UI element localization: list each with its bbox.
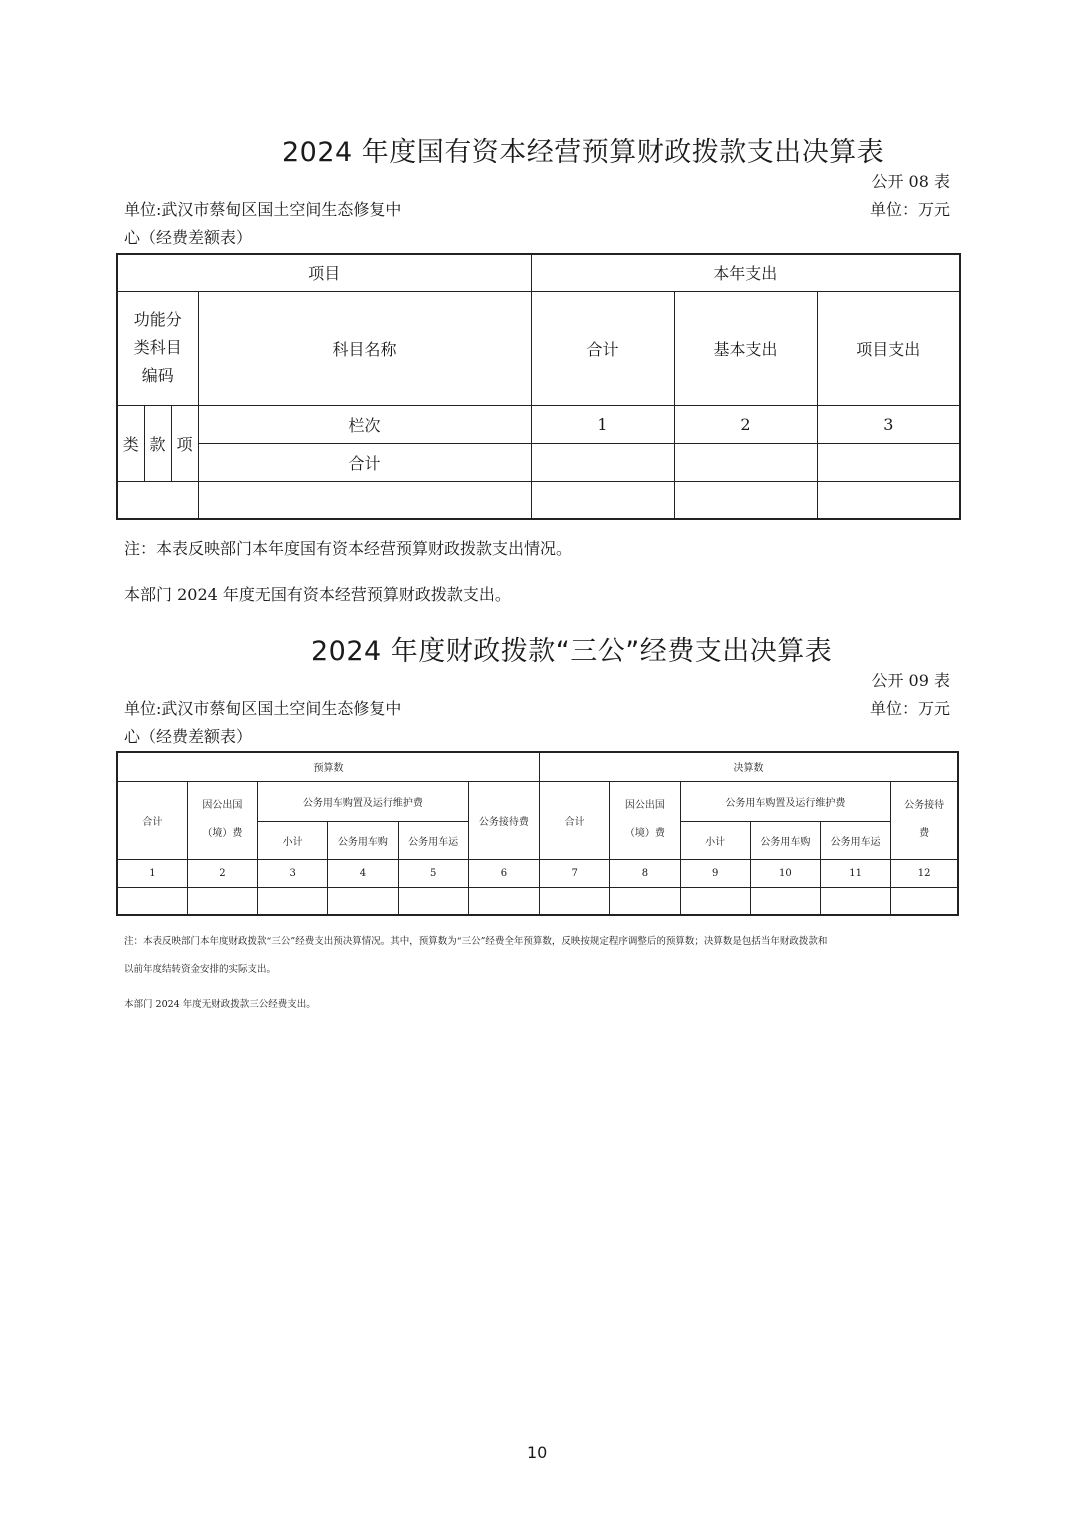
total-row-cell bbox=[531, 443, 674, 481]
col-project-header: 项目支出 bbox=[817, 291, 960, 405]
subject-name-header: 科目名称 bbox=[198, 291, 531, 405]
empty-cell bbox=[328, 887, 398, 915]
table08-title: 2024 年度国有资本经营预算财政拨款支出决算表 bbox=[282, 137, 885, 168]
empty-cell bbox=[750, 887, 820, 915]
empty-cell bbox=[531, 481, 674, 519]
final-car-buy-header: 公务用车购 bbox=[750, 821, 820, 859]
col-number: 4 bbox=[328, 859, 398, 887]
table08-unit-money: 单位：万元 bbox=[869, 200, 950, 219]
budget-car-run-header: 公务用车运 bbox=[398, 821, 468, 859]
empty-cell bbox=[258, 887, 328, 915]
budget-abroad-header: 因公出国 （境）费 bbox=[187, 781, 257, 859]
col-number: 10 bbox=[750, 859, 820, 887]
col-number: 2 bbox=[187, 859, 257, 887]
budget-reception-header: 公务接待费 bbox=[468, 781, 539, 859]
col-number: 1 bbox=[117, 859, 187, 887]
budget-header: 预算数 bbox=[117, 752, 540, 781]
final-reception-header: 公务接待 费 bbox=[891, 781, 958, 859]
header-item: 项目 bbox=[117, 254, 531, 291]
table09-unit-org-line1: 单位:武汉市蔡甸区国土空间生态修复中 bbox=[124, 699, 402, 718]
empty-cell bbox=[821, 887, 891, 915]
table09-note-line1: 注：本表反映部门本年度财政拨款“三公”经费支出预决算情况。其中，预算数为“三公”经费全年预算数，反映按规定程序调整后的预算数；决算数是包括当年财政拨款和 bbox=[124, 936, 828, 947]
table09-number: 公开 09 表 bbox=[871, 671, 950, 690]
col-number: 11 bbox=[821, 859, 891, 887]
budget-car-buy-header: 公务用车购 bbox=[328, 821, 398, 859]
budget-subtotal-header: 小计 bbox=[258, 821, 328, 859]
empty-cell bbox=[198, 481, 531, 519]
final-subtotal-header: 小计 bbox=[680, 821, 750, 859]
empty-cell bbox=[187, 887, 257, 915]
kuan-header: 款 bbox=[144, 405, 171, 481]
col-total-header: 合计 bbox=[531, 291, 674, 405]
final-total-header: 合计 bbox=[540, 781, 610, 859]
total-row-label: 合计 bbox=[198, 443, 531, 481]
table08-statement: 本部门 2024 年度无国有资本经营预算财政拨款支出。 bbox=[124, 585, 511, 604]
table08-note: 注：本表反映部门本年度国有资本经营预算财政拨款支出情况。 bbox=[124, 539, 573, 558]
table08-number: 公开 08 表 bbox=[871, 172, 950, 191]
table09-grid bbox=[116, 751, 959, 916]
col-number: 6 bbox=[468, 859, 539, 887]
page-number: 10 bbox=[527, 1443, 548, 1462]
empty-cell bbox=[398, 887, 468, 915]
xiang-header: 项 bbox=[171, 405, 198, 481]
empty-cell bbox=[674, 481, 817, 519]
table08-unit-org-line2: 心（经费差额表） bbox=[124, 228, 253, 247]
empty-cell bbox=[540, 887, 610, 915]
empty-cell bbox=[117, 481, 198, 519]
col-number: 9 bbox=[680, 859, 750, 887]
empty-cell bbox=[117, 887, 187, 915]
col-basic-header: 基本支出 bbox=[674, 291, 817, 405]
col-number: 5 bbox=[398, 859, 468, 887]
lanci-label: 栏次 bbox=[198, 405, 531, 443]
empty-cell bbox=[891, 887, 958, 915]
final-header: 决算数 bbox=[540, 752, 959, 781]
empty-cell bbox=[468, 887, 539, 915]
col-number: 12 bbox=[891, 859, 958, 887]
col-number: 3 bbox=[258, 859, 328, 887]
header-expense: 本年支出 bbox=[531, 254, 960, 291]
final-abroad-header: 因公出国 （境）费 bbox=[610, 781, 680, 859]
final-car-group-header: 公务用车购置及运行维护费 bbox=[680, 781, 891, 821]
table08-grid bbox=[116, 253, 961, 520]
table09-unit-money: 单位：万元 bbox=[869, 699, 950, 718]
lanci-1: 1 bbox=[531, 405, 674, 443]
lanci-2: 2 bbox=[674, 405, 817, 443]
budget-total-header: 合计 bbox=[117, 781, 187, 859]
empty-cell bbox=[817, 481, 960, 519]
table08-unit-org-line1: 单位:武汉市蔡甸区国土空间生态修复中 bbox=[124, 200, 402, 219]
total-row-cell bbox=[817, 443, 960, 481]
table09-title: 2024 年度财政拨款“三公”经费支出决算表 bbox=[311, 636, 833, 667]
empty-cell bbox=[680, 887, 750, 915]
total-row-cell bbox=[674, 443, 817, 481]
budget-car-group-header: 公务用车购置及运行维护费 bbox=[258, 781, 469, 821]
lei-header: 类 bbox=[117, 405, 144, 481]
table09-unit-org-line2: 心（经费差额表） bbox=[124, 727, 253, 746]
table09-note-line2: 以前年度结转资金安排的实际支出。 bbox=[124, 964, 277, 975]
empty-cell bbox=[610, 887, 680, 915]
final-car-run-header: 公务用车运 bbox=[821, 821, 891, 859]
table09-statement: 本部门 2024 年度无财政拨款三公经费支出。 bbox=[124, 999, 316, 1010]
lanci-3: 3 bbox=[817, 405, 960, 443]
func-code-header: 功能分 类科目 编码 bbox=[117, 291, 198, 405]
col-number: 7 bbox=[540, 859, 610, 887]
col-number: 8 bbox=[610, 859, 680, 887]
